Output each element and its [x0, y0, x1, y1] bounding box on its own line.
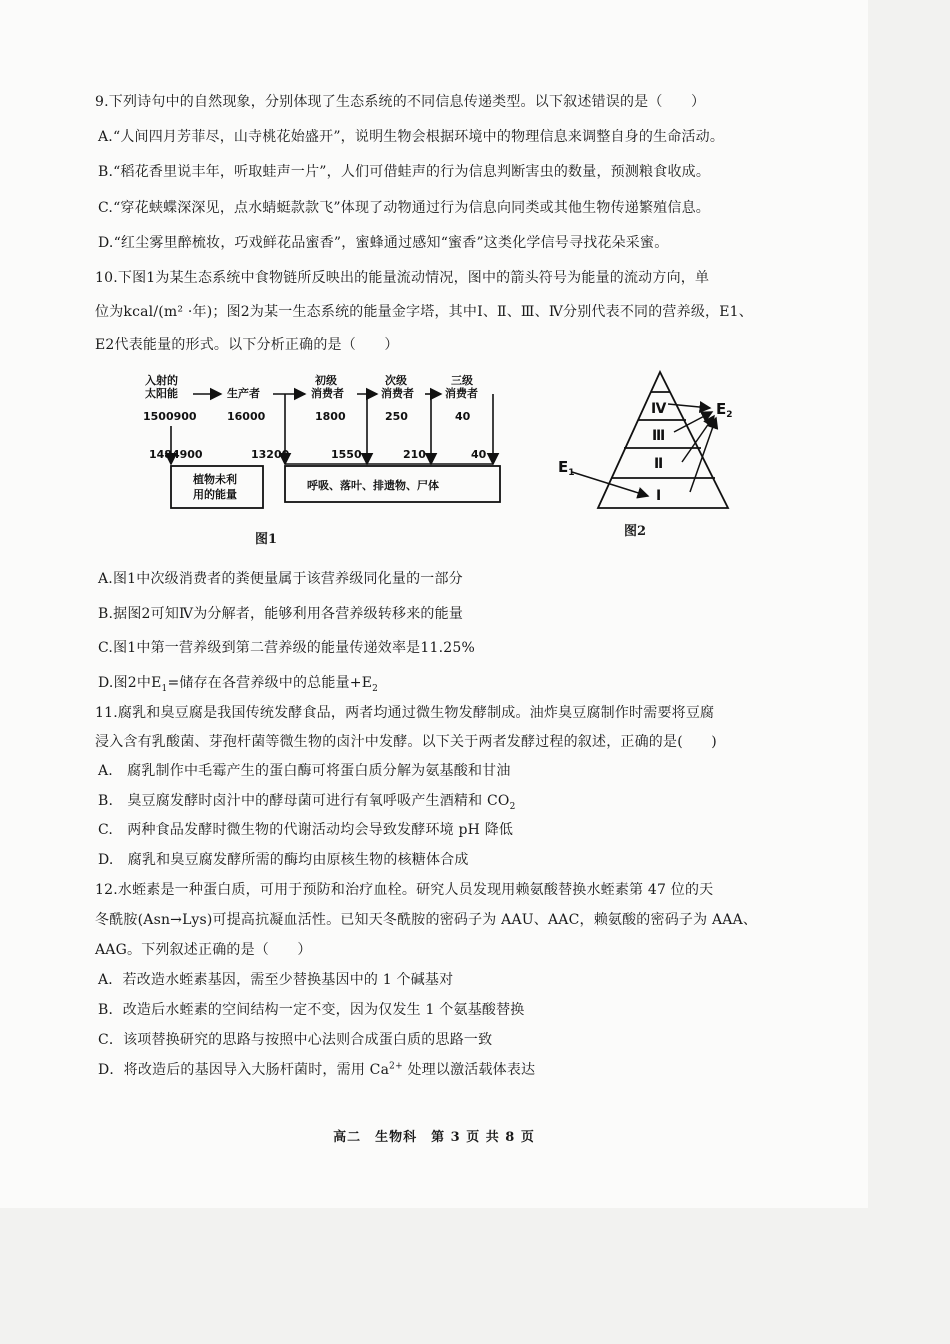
fig1-loss-producer: 13200: [251, 448, 290, 461]
q12-option-a: A．若改造水蛭素基因，需至少替换基因中的 1 个碱基对: [98, 972, 454, 988]
fig1-primary-label-1: 初级: [315, 374, 337, 387]
figure-1-label: 图1: [255, 532, 278, 547]
fig1-secondary-label-2: 消费者: [381, 387, 414, 400]
q11-option-d: D. 腐乳和臭豆腐发酵所需的酶均由原核生物的核糖体合成: [98, 852, 469, 868]
fig1-value-tertiary: 40: [455, 410, 471, 423]
q9-option-d: D.“红尘雾里醉梳妆，巧戏鲜花品蜜香”，蜜蜂通过感知“蜜香”这类化学信号寻找花朵采蜜。: [98, 235, 669, 251]
pyramid-level-1: Ⅰ: [656, 488, 662, 504]
fig1-loss-primary: 1550: [331, 448, 362, 461]
fig1-value-producer: 16000: [227, 410, 266, 423]
figure-2-energy-pyramid: [550, 368, 750, 513]
q12-option-d: D．将改造后的基因导入大肠杆菌时，需用 $Ca^{2+}$ 处理以激活载体表达: [98, 1061, 536, 1078]
q10-option-c: C.图1中第一营养级到第二营养级的能量传递效率是11.25%: [98, 640, 475, 656]
fig1-primary-label-2: 消费者: [311, 387, 344, 400]
fig1-tertiary-label-1: 三级: [451, 374, 473, 387]
q10-option-b: B.据图2可知Ⅳ为分解者，能够利用各营养级转移来的能量: [98, 606, 464, 622]
fig1-sun-label-2: 太阳能: [145, 387, 178, 400]
pyramid-level-2: Ⅱ: [654, 456, 664, 472]
q12-stem-line2: 冬酰胺(Asn→Lys)可提高抗凝血活性。已知天冬酰胺的密码子为 AAU、AAC，赖氨酸的密码子为 AAA、: [95, 912, 758, 928]
fig1-value-secondary: 250: [385, 410, 408, 423]
figure-2-label: 图2: [624, 524, 647, 539]
e2-arrow-from-3: [674, 412, 712, 432]
fig1-secondary-label-1: 次级: [385, 374, 407, 387]
fig1-box-losses-text: 呼吸、落叶、排遗物、尸体: [307, 479, 439, 492]
q12-option-b: B．改造后水蛭素的空间结构一定不变，因为仅发生 1 个氨基酸替换: [98, 1002, 525, 1018]
q10-stem-line3: E2代表能量的形式。以下分析正确的是（ ）: [95, 337, 399, 353]
q11-stem-line1: 11.腐乳和臭豆腐是我国传统发酵食品，两者均通过微生物发酵制成。油炸臭豆腐制作时需要将豆腐: [95, 705, 715, 721]
q9-option-b: B.“稻花香里说丰年，听取蛙声一片”，人们可借蛙声的行为信息判断害虫的数量，预测粮食收成。: [98, 164, 711, 180]
fig1-loss-tertiary: 40: [471, 448, 487, 461]
fig1-loss-sun: 1484900: [149, 448, 203, 461]
fig1-loss-secondary: 210: [403, 448, 426, 461]
q9-option-c: C.“穿花蛱蝶深深见，点水蜻蜓款款飞”体现了动物通过行为信息向同类或其他生物传递繁殖信息。: [98, 200, 710, 216]
q10-stem-line1: 10.下图1为某生态系统中食物链所反映出的能量流动情况，图中的箭头符号为能量的流动方向，单: [95, 270, 710, 286]
pyramid-level-3: Ⅲ: [652, 428, 666, 444]
fig1-producer-label: 生产者: [227, 387, 260, 400]
fig1-value-primary: 1800: [315, 410, 346, 423]
q11-stem-line2: 浸入含有乳酸菌、芽孢杆菌等微生物的卤汁中发酵。以下关于两者发酵过程的叙述，正确的是( ): [95, 734, 717, 750]
q11-option-a: A. 腐乳制作中毛霉产生的蛋白酶可将蛋白质分解为氨基酸和甘油: [98, 763, 511, 779]
e1-arrow: [572, 472, 648, 496]
fig1-tertiary-label-2: 消费者: [445, 387, 478, 400]
q10-option-d: D.图2中$E_1=$储存在各营养级中的总能量$+E_2$: [98, 675, 379, 694]
fig1-box-unused-line1: 植物未利: [193, 473, 237, 486]
e1-label: $E_1$: [558, 458, 575, 478]
q10-stem-line2: 位为kcal/(m² ·年)；图2为某一生态系统的能量金字塔，其中Ⅰ、Ⅱ、Ⅲ、Ⅳ分别代表不同的营养级，E1、: [95, 304, 753, 320]
q9-option-a: A.“人间四月芳菲尽，山寺桃花始盛开”，说明生物会根据环境中的物理信息来调整自身的生命活动。: [98, 129, 725, 145]
q10-option-a: A.图1中次级消费者的粪便量属于该营养级同化量的一部分: [98, 571, 463, 587]
q12-option-c: C．该项替换研究的思路与按照中心法则合成蛋白质的思路一致: [98, 1032, 493, 1048]
e2-arrow-from-1: [690, 418, 716, 492]
q12-stem-line3: AAG。下列叙述正确的是（ ）: [95, 942, 312, 958]
figure-1-energy-flow: [135, 370, 515, 515]
page-footer: 高二 生物科 第 3 页 共 8 页: [333, 1130, 535, 1145]
e2-label: $E_2$: [716, 400, 733, 420]
q9-stem: 9.下列诗句中的自然现象，分别体现了生态系统的不同信息传递类型。以下叙述错误的是（ ）: [95, 94, 706, 110]
fig1-box-unused-line2: 用的能量: [193, 488, 237, 501]
e2-arrow-from-4: [668, 404, 710, 408]
q11-option-b: B. 臭豆腐发酵时卤汁中的酵母菌可进行有氧呼吸产生酒精和 $CO_2$: [98, 793, 516, 812]
fig1-value-sun: 1500900: [143, 410, 197, 423]
pyramid-level-4: Ⅳ: [651, 401, 667, 417]
fig1-sun-label-1: 入射的: [145, 374, 178, 387]
q12-stem-line1: 12.水蛭素是一种蛋白质，可用于预防和治疗血栓。研究人员发现用赖氨酸替换水蛭素第 47 位的天: [95, 882, 714, 898]
q11-option-c: C. 两种食品发酵时微生物的代谢活动均会导致发酵环境 pH 降低: [98, 822, 514, 838]
